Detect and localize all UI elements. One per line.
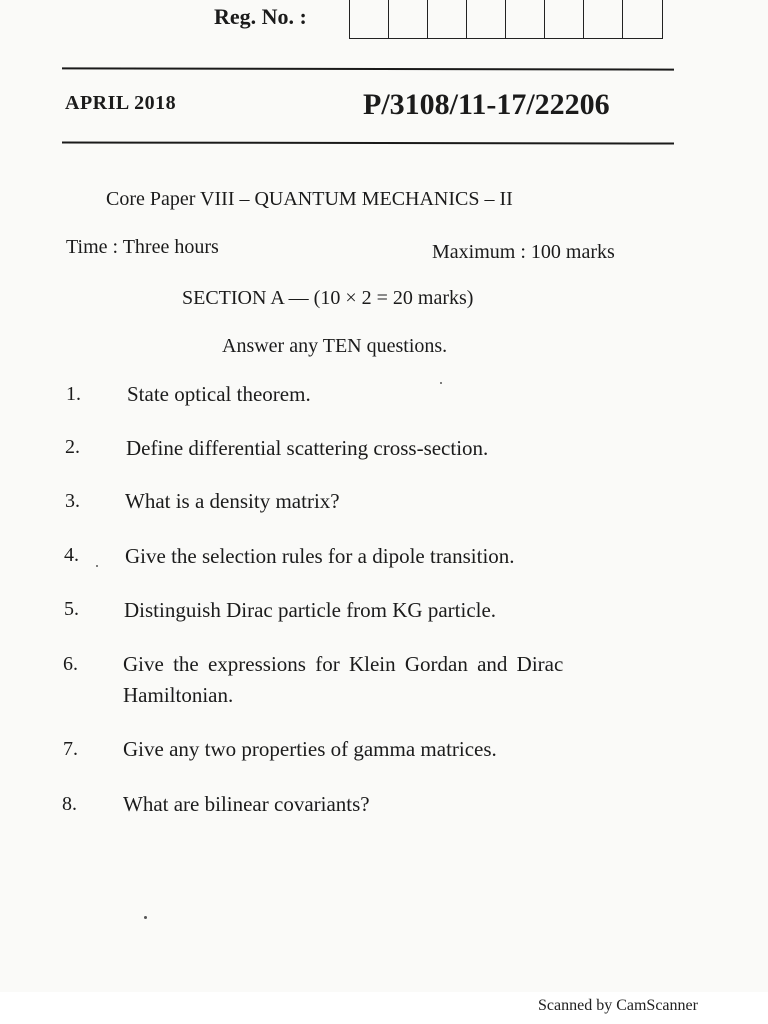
- scan-speck: [144, 916, 147, 919]
- question-text: Define differential scattering cross-section.: [126, 436, 489, 460]
- scan-speck: [440, 382, 442, 384]
- reg-no-box: [428, 0, 467, 38]
- paper-code: P/3108/11-17/22206: [363, 88, 610, 121]
- question-number: 8.: [62, 793, 77, 815]
- question-text: Distinguish Dirac particle from KG particle.: [124, 598, 497, 622]
- reg-no-boxes: [349, 0, 663, 39]
- question-number: 5.: [64, 598, 79, 620]
- section-heading: SECTION A — (10 × 2 = 20 marks): [182, 287, 474, 309]
- time-allowed: Time : Three hours: [66, 236, 219, 258]
- question-text: Give the expressions for Klein Gordan and Dirac: [123, 652, 564, 676]
- maximum-marks: Maximum : 100 marks: [432, 241, 615, 263]
- header-rule-bottom: [62, 141, 674, 144]
- question-text: State optical theorem.: [127, 382, 311, 406]
- question-text-continuation: Hamiltonian.: [123, 683, 234, 707]
- scanner-watermark: Scanned by CamScanner: [538, 997, 698, 1014]
- reg-no-box: [584, 0, 623, 38]
- question-number: 1.: [66, 383, 81, 405]
- question-number: 7.: [63, 738, 78, 760]
- question-text: Give any two properties of gamma matrices.: [123, 737, 497, 761]
- question-text: Give the selection rules for a dipole transition.: [125, 544, 515, 568]
- reg-no-box: [467, 0, 506, 38]
- question-number: 2.: [65, 436, 80, 458]
- question-text: What is a density matrix?: [125, 489, 340, 513]
- question-text: What are bilinear covariants?: [123, 792, 370, 816]
- question-number: 6.: [63, 653, 78, 675]
- question-number: 3.: [65, 490, 80, 512]
- header-rule-top: [62, 67, 674, 70]
- reg-no-box: [350, 0, 389, 38]
- question-number: 4.: [64, 544, 79, 566]
- reg-no-label: Reg. No. :: [214, 4, 307, 29]
- paper-title: Core Paper VIII – QUANTUM MECHANICS – II: [106, 188, 513, 210]
- reg-no-box: [545, 0, 584, 38]
- reg-no-box: [506, 0, 545, 38]
- reg-no-box: [389, 0, 428, 38]
- section-instruction: Answer any TEN questions.: [222, 335, 448, 357]
- exam-date: APRIL 2018: [65, 92, 177, 114]
- scan-speck: [96, 565, 98, 567]
- reg-no-box: [623, 0, 662, 38]
